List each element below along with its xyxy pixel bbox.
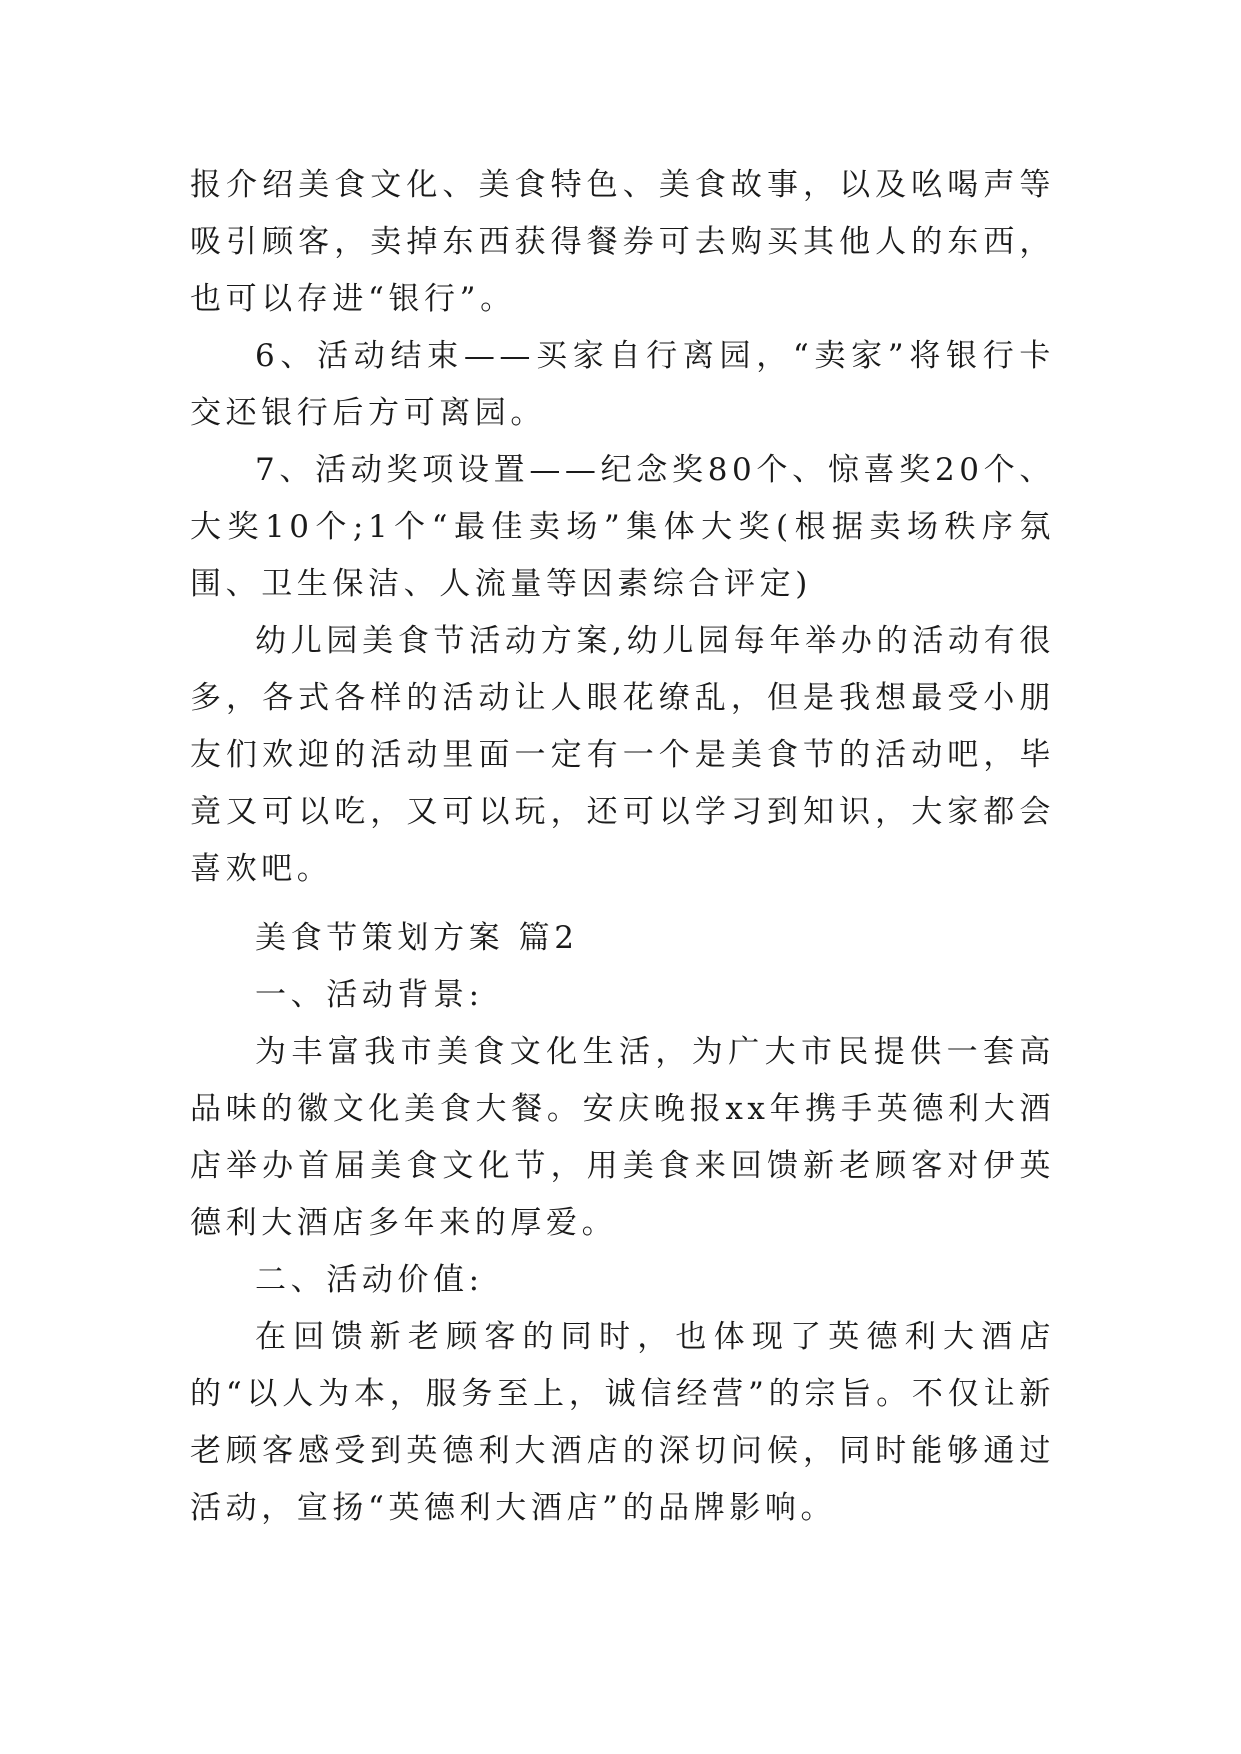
paragraph-background: 为丰富我市美食文化生活，为广大市民提供一套高品味的徽文化美食大餐。安庆晚报xx年携手英德利大酒店举办首届美食文化节，用美食来回馈新老顾客对伊英德利大酒店多年来的厚爱。 [190,1034,1055,1241]
paragraph-continuation: 报介绍美食文化、美食特色、美食故事，以及吆喝声等吸引顾客，卖掉东西获得餐券可去购买其他人的东西，也可以存进“银行”。 [190,167,1055,317]
paragraph-value: 在回馈新老顾客的同时，也体现了英德利大酒店的“以人为本，服务至上，诚信经营”的宗旨。不仅让新老顾客感受到英德利大酒店的深切问候，同时能够通过活动，宣扬“英德利大酒店”的品牌影响。 [190,1319,1055,1526]
document-section-b [190,910,1055,1537]
subheading-background: 一、活动背景: [255,977,484,1013]
paragraph-summary: 幼儿园美食节活动方案,幼儿园每年举办的活动有很多，各式各样的活动让人眼花缭乱，但是我想最受小朋友们欢迎的活动里面一定有一个是美食节的活动吧，毕竟又可以吃，又可以玩，还可以学习到知识，大家都会喜欢吧。 [190,623,1055,887]
section-title: 美食节策划方案 篇2 [255,920,579,956]
paragraph-item-7: 7、活动奖项设置——纪念奖80个、惊喜奖20个、大奖10个;1个“最佳卖场”集体大奖(根据卖场秩序氛围、卫生保洁、人流量等因素综合评定) [190,452,1055,602]
subheading-value: 二、活动价值: [255,1262,484,1298]
paragraph-item-6: 6、活动结束——买家自行离园，“卖家”将银行卡交还银行后方可离园。 [190,338,1055,431]
document-section-a [190,157,1055,898]
